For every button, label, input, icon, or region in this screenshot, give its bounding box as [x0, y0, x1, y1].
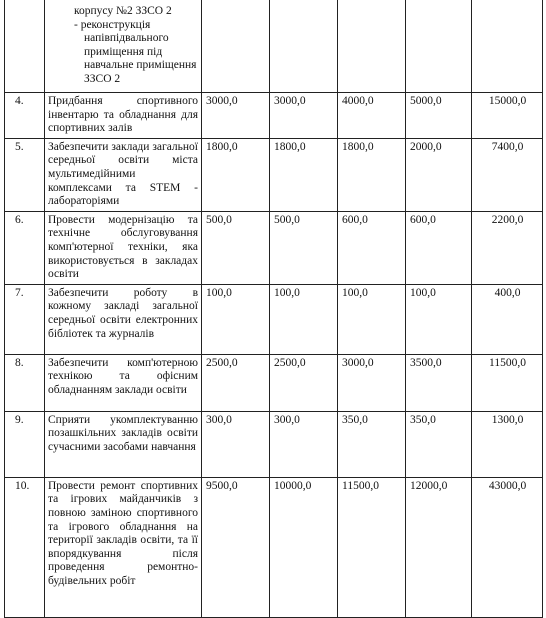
- cell-value: 500,0: [270, 211, 338, 284]
- cell-no: 4.: [5, 93, 45, 139]
- cell-value: 3500,0: [406, 354, 472, 411]
- cell-value: 600,0: [338, 211, 406, 284]
- desc-line: навчальне приміщення: [84, 59, 197, 72]
- cell-value: 3000,0: [202, 93, 270, 139]
- cell-value: 500,0: [202, 211, 270, 284]
- cell-no: 8.: [5, 354, 45, 411]
- cell-desc: Провести модернізацію та технічне обслуговування комп'ютерної техніки, яка використовується в закладах освіти: [45, 211, 202, 284]
- cell-desc: Забезпечити комп'ютерною технікою та офісним обладнанням заклади освіти: [45, 354, 202, 411]
- cell-no: 6.: [5, 211, 45, 284]
- cell-no: [5, 0, 45, 93]
- cell-value: 11500,0: [472, 354, 543, 411]
- cell-value: 600,0: [406, 211, 472, 284]
- cell-no: 5.: [5, 138, 45, 211]
- cell-value: 7400,0: [472, 138, 543, 211]
- cell-value: 43000,0: [472, 477, 543, 617]
- desc-line: ЗЗСО 2: [84, 72, 121, 85]
- table-row: [5, 93, 543, 139]
- cell-desc: Забезпечити заклади загальної середньої освіти міста мультимедійними комплексами та STEM - лабораторіями: [45, 138, 202, 211]
- cell-desc: Придбання спортивного інвентарю та обладнання для спортивних залів: [45, 93, 202, 139]
- cell-value: 100,0: [270, 284, 338, 354]
- cell-desc: Сприяти укомплектуванню позашкільних закладів освіти сучасними засобами навчання: [45, 411, 202, 477]
- table-row: [5, 284, 543, 354]
- cell-value: 3000,0: [270, 93, 338, 139]
- cell-value: 3000,0: [338, 354, 406, 411]
- cell-value: 300,0: [270, 411, 338, 477]
- budget-table: [4, 0, 543, 618]
- desc-line: - реконструкція: [74, 18, 151, 31]
- cell-value: 350,0: [406, 411, 472, 477]
- cell-value: 10000,0: [270, 477, 338, 617]
- desc-line: напівпідвального: [84, 32, 169, 45]
- cell-value: 1300,0: [472, 411, 543, 477]
- cell-no: 7.: [5, 284, 45, 354]
- cell-value: 11500,0: [338, 477, 406, 617]
- cell-value: 5000,0: [406, 93, 472, 139]
- table-row: [5, 211, 543, 284]
- cell-no: 9.: [5, 411, 45, 477]
- desc-line: корпусу №2 ЗЗСО 2: [74, 5, 172, 17]
- cell-value: 2200,0: [472, 211, 543, 284]
- cell-value: 300,0: [202, 411, 270, 477]
- cell-value: 100,0: [338, 284, 406, 354]
- cell-value: 100,0: [406, 284, 472, 354]
- cell-value: 9500,0: [202, 477, 270, 617]
- desc-line: приміщення під: [84, 45, 163, 58]
- cell-value: 1800,0: [338, 138, 406, 211]
- cell-desc: Провести ремонт спортивних та ігрових майданчиків з повною заміною спортивного та ігрового обладнання на території закладів освіти, та її впорядкування після проведення ремонтно-будівельних робіт: [45, 477, 202, 617]
- cell-value: 350,0: [338, 411, 406, 477]
- table-row-partial: [5, 0, 543, 93]
- cell-value: 15000,0: [472, 93, 543, 139]
- cell-value: 100,0: [202, 284, 270, 354]
- cell-value: 12000,0: [406, 477, 472, 617]
- cell-value: 1800,0: [202, 138, 270, 211]
- table-row: [5, 138, 543, 211]
- cell-value: 4000,0: [338, 93, 406, 139]
- cell-value: 1800,0: [270, 138, 338, 211]
- table-row: [5, 477, 543, 617]
- cell-value: 2500,0: [202, 354, 270, 411]
- table-row: [5, 354, 543, 411]
- table-row: [5, 411, 543, 477]
- cell-no: 10.: [5, 477, 45, 617]
- cell-value: 2000,0: [406, 138, 472, 211]
- cell-desc: Забезпечити роботу в кожному закладі загальної середньої освіти електронних бібліотек та журналів: [45, 284, 202, 354]
- cell-value: 2500,0: [270, 354, 338, 411]
- cell-value: 400,0: [472, 284, 543, 354]
- cell-desc: [45, 0, 202, 93]
